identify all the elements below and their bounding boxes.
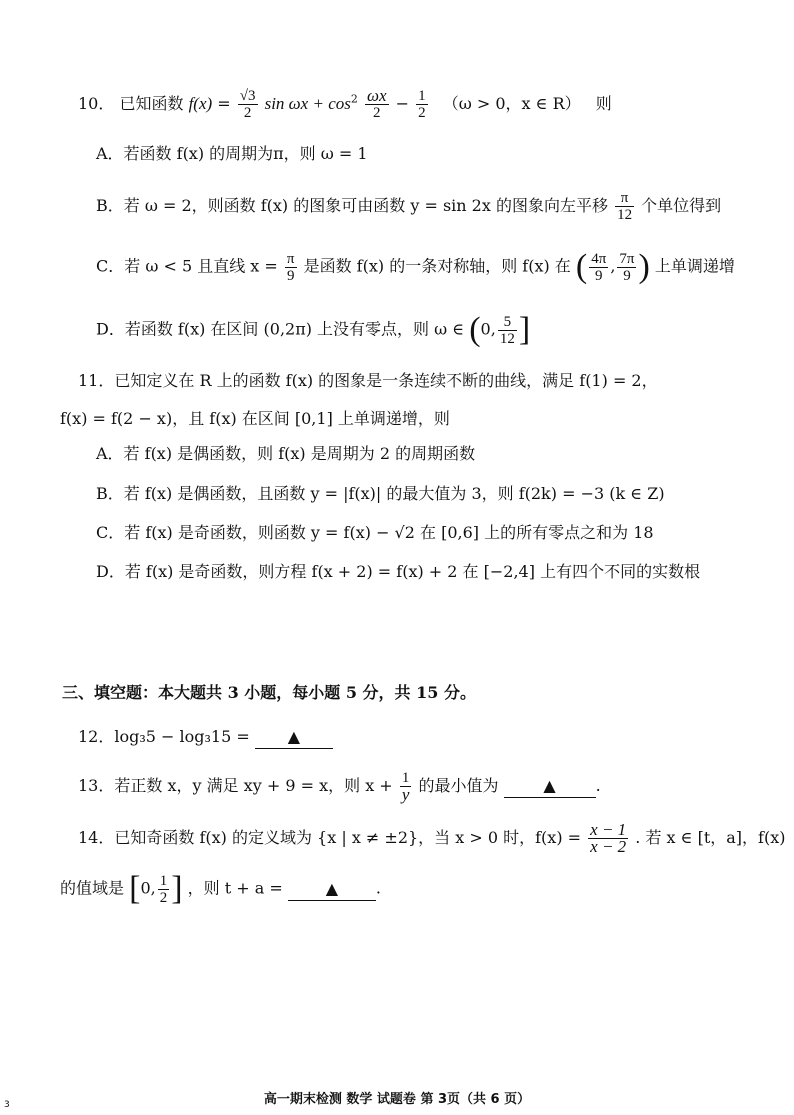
q14-line2: 的值域是 [0, $\frac{1}{2}$ ] ，则 t + a = ▲ . bbox=[60, 870, 381, 907]
one-half: $\frac{1}{2}$ bbox=[418, 88, 426, 121]
q14-answer-blank: ▲ bbox=[288, 878, 376, 901]
q11-option-a: A．若 f(x) 是偶函数，则 f(x) 是周期为 2 的周期函数 bbox=[96, 444, 476, 463]
q10-option-c: C．若 ω < 5 且直线 x = $\frac{\pi}{9}$ 是函数 f(x) 的一条对称轴，则 f(x) 在 ( $\frac{4\pi}{9}$ , $\frac{7\pi}{9}$ ) 上单调递增 bbox=[96, 248, 735, 285]
section3-title: 三、填空题：本大题共 3 小题，每小题 5 分，共 15 分。 bbox=[62, 683, 476, 702]
q13-answer-blank: ▲ bbox=[504, 775, 596, 798]
q12-answer-blank: ▲ bbox=[255, 726, 333, 749]
q11-stem-line1: 11．已知定义在 R 上的函数 f(x) 的图象是一条连续不断的曲线，满足 f(1) = 2， bbox=[78, 371, 658, 390]
q13: 13．若正数 x，y 满足 xy + 9 = x，则 x + $\frac{1}{y}$ 的最小值为 ▲ . bbox=[78, 770, 601, 804]
q11-option-d: D．若 f(x) 是奇函数，则方程 f(x + 2) = f(x) + 2 在 [−2,4] 上有四个不同的实数根 bbox=[96, 562, 701, 581]
q11-stem-line2: f(x) = f(2 − x)，且 f(x) 在区间 [0,1] 上单调递增，则 bbox=[60, 409, 450, 428]
sqrt3-over-2: $\frac{√3}{2}$ bbox=[239, 88, 256, 121]
q10-option-d: D．若函数 f(x) 在区间 (0,2π) 上没有零点，则 ω ∈ (0, $\frac{5}{12}$ ] bbox=[96, 311, 531, 348]
q10-option-a: A．若函数 f(x) 的周期为π，则 ω = 1 bbox=[96, 144, 368, 163]
q10-stem: 10． 已知函数 f(x) = $\frac{√3}{2}$ $\sin \omega x + \cos^2$ $\frac{\omega x}{2}$ − $\frac{1}{2}$ （ω > 0，x ∈ R） 则 bbox=[78, 86, 612, 121]
q12: 12．log₃5 − log₃15 = ▲ bbox=[78, 726, 333, 749]
q10-option-b: B．若 ω = 2，则函数 f(x) 的图象可由函数 y = sin 2x 的图象向左平移 $\frac{\pi}{12}$ 个单位得到 bbox=[96, 190, 722, 223]
page-footer: 高一期末检测 数学 试题卷 第 3页（共 6 页） bbox=[263, 1092, 531, 1107]
corner-mark: 3 bbox=[4, 1100, 10, 1110]
q14-line1: 14．已知奇函数 f(x) 的定义域为 {x | x ≠ ±2}，当 x > 0 时，f(x) = $\frac{x - 1}{x - 2}$ . 若 x ∈ [t，a]，f(x) bbox=[78, 820, 786, 856]
wx-over-2: $\frac{\omega x}{2}$ bbox=[366, 86, 387, 121]
q11-option-b: B．若 f(x) 是偶函数，且函数 y = |f(x)| 的最大值为 3，则 f(2k) = −3 (k ∈ Z) bbox=[96, 484, 665, 503]
q11-option-c: C．若 f(x) 是奇函数，则函数 y = f(x) − √2 在 [0,6] 上的所有零点之和为 18 bbox=[96, 523, 654, 542]
